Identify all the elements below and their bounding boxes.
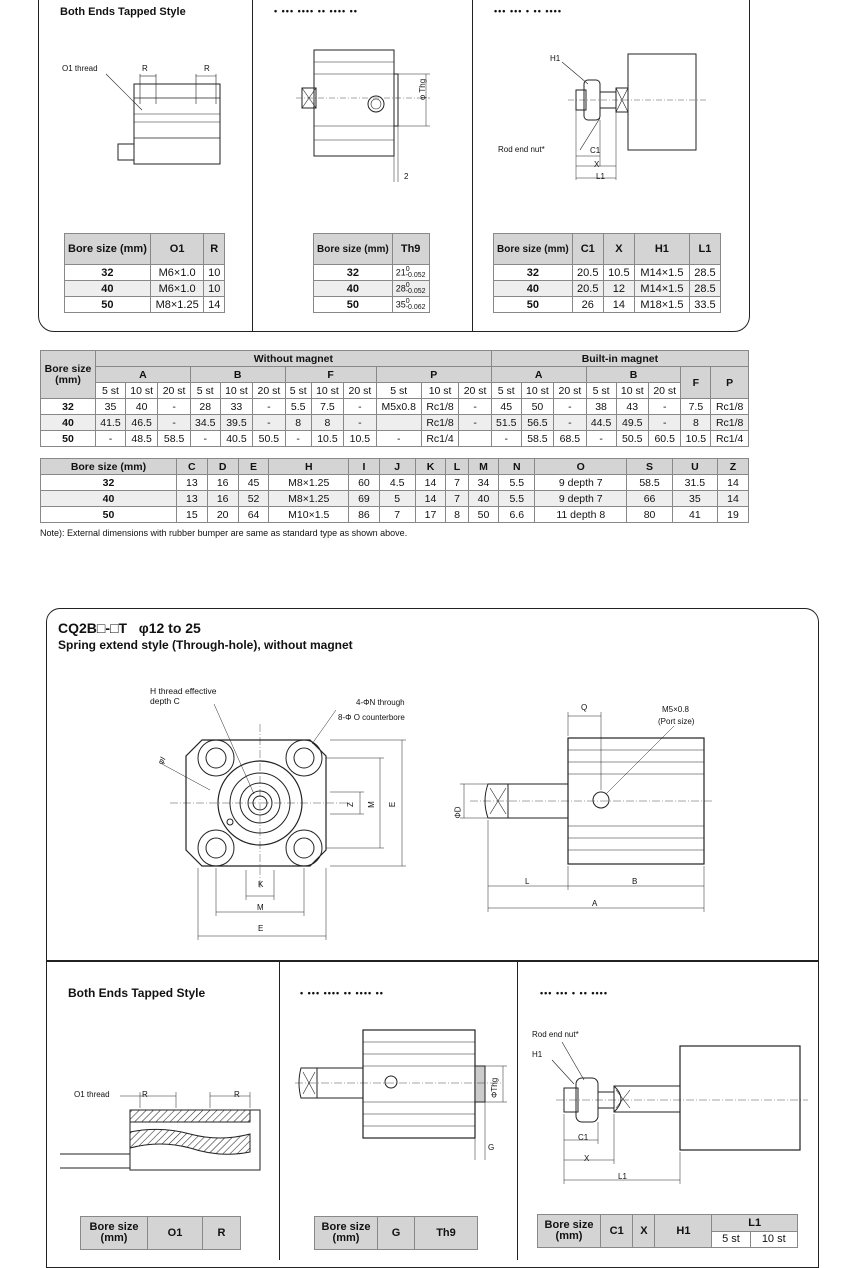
th-c1: C1	[601, 1215, 633, 1248]
th-stroke: 20 st	[158, 383, 190, 399]
top-divider-1	[252, 0, 253, 332]
th-dim: N	[499, 459, 535, 475]
th-stroke: 20 st	[648, 383, 680, 399]
table-row: 32 M6×1.0 10	[65, 265, 225, 281]
bottom-table-o1-r	[80, 1216, 241, 1250]
th-dim: D	[207, 459, 238, 475]
top-heading: Both Ends Tapped Style	[60, 6, 186, 18]
top-two-label: 2	[404, 172, 409, 181]
th-bore: Bore size (mm)	[41, 351, 96, 399]
table-row: 50 26 14 M18×1.5 33.5	[494, 297, 721, 313]
bottom-phi-thg-label: ΦThg	[490, 1077, 499, 1098]
top-dots-2: ••• ••• • •• ••••	[494, 6, 562, 16]
bottom-vdivider-1	[279, 960, 280, 1260]
th-stroke: 5 st	[376, 383, 421, 399]
th-dim: U	[672, 459, 717, 475]
th-stroke: 5 st	[285, 383, 311, 399]
table-row: 32 35 40 - 28 33 - 5.5 7.5 - M5x0.8 Rc1/8 - 45 50 - 38 43 - 7.5 Rc1/8	[41, 399, 749, 415]
front-view-drawing	[150, 700, 430, 950]
eight-o-counterbore-label: 8-Φ O counterbore	[338, 713, 405, 722]
bottom-h1-label: H1	[532, 1050, 543, 1059]
th-stroke: 20 st	[344, 383, 376, 399]
th-bore: Bore size (mm)	[494, 234, 573, 265]
th-stroke: 5 st	[96, 383, 126, 399]
th-dim: C	[176, 459, 207, 475]
table-row: 50 15 20 64 M10×1.5 86 7 17 8 50 6.6 11 depth 8 80 41 19	[41, 507, 749, 523]
table-row: 40 M6×1.0 10	[65, 281, 225, 297]
th-bore: Bore size (mm)	[315, 1217, 378, 1250]
depth-c-label: depth C	[150, 696, 180, 706]
top-table-rod-end	[493, 233, 721, 313]
th-5st: 5 st	[712, 1231, 750, 1248]
k-label: K	[258, 880, 264, 889]
top-r1-label: R	[142, 64, 148, 73]
h-thread-label: H thread effective	[150, 686, 217, 696]
bottom-vdivider-2	[517, 960, 518, 1260]
th-stroke: 10 st	[311, 383, 343, 399]
top-divider-2	[472, 0, 473, 332]
th-dim: J	[379, 459, 415, 475]
bottom-r1-label: R	[142, 1090, 148, 1099]
th-x: X	[603, 234, 634, 265]
top-table-o1-r	[64, 233, 225, 313]
th-a: A	[96, 367, 191, 383]
bottom-sub-heading: Both Ends Tapped Style	[68, 986, 206, 1000]
th-stroke: 5 st	[491, 383, 521, 399]
table-row: 50 M8×1.25 14	[65, 297, 225, 313]
top-phi-thg-label: φ Thg	[418, 78, 427, 100]
bottom-table-rod-end	[537, 1214, 798, 1248]
table-row: 32 210 -0.052	[314, 265, 430, 281]
bottom-title: CQ2B□-□T φ12 to 25	[58, 620, 201, 636]
table-row: 50 350 -0.062	[314, 297, 430, 313]
th-p: P	[376, 367, 491, 383]
bottom-rod-end-nut-label: Rod end nut*	[532, 1030, 579, 1039]
top-o1-thread-label: O1 thread	[62, 64, 98, 73]
th-bore: Bore size (mm)	[81, 1217, 148, 1250]
e-horizontal-label: E	[258, 924, 264, 933]
th-stroke: 10 st	[125, 383, 157, 399]
bottom-width-drawing	[295, 1026, 510, 1166]
m5-label: M5×0.8	[662, 705, 689, 714]
side-view-drawing	[450, 700, 720, 920]
th-bore: Bore size (mm)	[314, 234, 393, 265]
th-th9: Th9	[414, 1217, 477, 1250]
th-b-magnet: B	[586, 367, 681, 383]
phi-d-label: ΦD	[453, 806, 463, 819]
bottom-dots-1: • ••• •••• •• •••• ••	[300, 988, 384, 998]
th-h1: H1	[634, 234, 689, 265]
b-label: B	[632, 877, 638, 886]
stroke-dimension-table	[40, 350, 749, 447]
a-label: A	[592, 899, 598, 908]
th-h1: H1	[655, 1215, 712, 1248]
th-dim: E	[238, 459, 269, 475]
bottom-dots-2: ••• ••• • •• ••••	[540, 988, 608, 998]
bottom-tapped-drawing	[60, 1090, 270, 1180]
th-r: R	[204, 234, 225, 265]
th-dim: Z	[718, 459, 749, 475]
bore-dimension-table	[40, 458, 749, 523]
th-x: X	[633, 1215, 655, 1248]
top-width-drawing	[296, 46, 446, 186]
th-stroke: 20 st	[459, 383, 491, 399]
table-row: 50 - 48.5 58.5 - 40.5 50.5 - 10.5 10.5 - Rc1/4 - 58.5 68.5 - 50.5 60.5 10.5 Rc1/4	[41, 431, 749, 447]
bottom-g-label: G	[488, 1143, 495, 1152]
top-r2-label: R	[204, 64, 210, 73]
z-label: Z	[345, 802, 355, 807]
th-built-in-magnet: Built-in magnet	[491, 351, 748, 367]
th-l1: L1	[712, 1215, 798, 1232]
th-th9: Th9	[392, 234, 429, 265]
port-size-label: (Port size)	[658, 717, 695, 726]
bottom-rod-end-drawing	[552, 1040, 812, 1190]
e-vertical-label: E	[388, 801, 398, 808]
th-dim: L	[446, 459, 468, 475]
th-o1: O1	[150, 234, 204, 265]
th-c1: C1	[572, 234, 603, 265]
top-rod-end-drawing	[560, 52, 710, 184]
top-x-label: X	[594, 160, 600, 169]
th-dim: Bore size (mm)	[41, 459, 177, 475]
th-dim: K	[415, 459, 446, 475]
th-stroke: 5 st	[190, 383, 220, 399]
th-stroke: 20 st	[554, 383, 586, 399]
th-bore: Bore size (mm)	[538, 1215, 601, 1248]
th-without-magnet: Without magnet	[96, 351, 492, 367]
th-r: R	[203, 1217, 241, 1250]
th-stroke: 10 st	[421, 383, 459, 399]
th-p-magnet: P	[711, 367, 749, 399]
bottom-o1-thread-label: O1 thread	[74, 1090, 110, 1099]
table-row: 40 20.5 12 M14×1.5 28.5	[494, 281, 721, 297]
th-dim: H	[269, 459, 349, 475]
table-row: 40 41.5 46.5 - 34.5 39.5 - 8 8 - Rc1/8 - 51.5 56.5 - 44.5 49.5 - 8 Rc1/8	[41, 415, 749, 431]
l-label: L	[525, 877, 530, 886]
th-b: B	[190, 367, 285, 383]
top-dots-1: • ••• •••• •• •••• ••	[274, 6, 358, 16]
top-rod-end-nut-label: Rod end nut*	[498, 145, 545, 154]
m-horizontal-label: M	[257, 903, 264, 912]
th-dim: S	[627, 459, 672, 475]
th-f-magnet: F	[681, 367, 711, 399]
phi-i-label: φI	[155, 755, 168, 766]
th-g: G	[378, 1217, 415, 1250]
top-l1-label: L1	[596, 172, 605, 181]
th-bore: Bore size (mm)	[65, 234, 151, 265]
th-stroke: 20 st	[253, 383, 285, 399]
th-10st: 10 st	[750, 1231, 798, 1248]
th-f: F	[285, 367, 376, 383]
table-row: 40 280 -0.052	[314, 281, 430, 297]
th-dim: I	[349, 459, 380, 475]
bottom-x-label: X	[584, 1154, 590, 1163]
top-table-th9	[313, 233, 430, 313]
bottom-r2-label: R	[234, 1090, 240, 1099]
th-stroke: 5 st	[586, 383, 616, 399]
note-text: Note): External dimensions with rubber bumper are same as standard type as shown above.	[40, 528, 408, 538]
top-h1-label: H1	[550, 54, 561, 63]
table-row: 32 13 16 45 M8×1.25 60 4.5 14 7 34 5.5 9 depth 7 58.5 31.5 14	[41, 475, 749, 491]
top-tapped-drawing	[100, 60, 240, 170]
top-c1-label: C1	[590, 146, 601, 155]
th-l1: L1	[689, 234, 720, 265]
bottom-subtitle: Spring extend style (Through-hole), without magnet	[58, 638, 353, 652]
th-o1: O1	[148, 1217, 203, 1250]
m-vertical-label: M	[366, 801, 376, 808]
table-row: 40 13 16 52 M8×1.25 69 5 14 7 40 5.5 9 depth 7 66 35 14	[41, 491, 749, 507]
four-n-through-label: 4-ΦN through	[356, 698, 405, 707]
th-a-magnet: A	[491, 367, 586, 383]
th-dim: O	[535, 459, 627, 475]
bottom-table-g-th9	[314, 1216, 478, 1250]
bottom-l1-label: L1	[618, 1172, 627, 1181]
th-stroke: 10 st	[616, 383, 648, 399]
bottom-hdivider	[46, 960, 819, 962]
th-dim: M	[468, 459, 499, 475]
bottom-c1-label: C1	[578, 1133, 589, 1142]
th-stroke: 10 st	[521, 383, 553, 399]
th-stroke: 10 st	[220, 383, 252, 399]
table-row: 32 20.5 10.5 M14×1.5 28.5	[494, 265, 721, 281]
q-label: Q	[581, 703, 588, 712]
